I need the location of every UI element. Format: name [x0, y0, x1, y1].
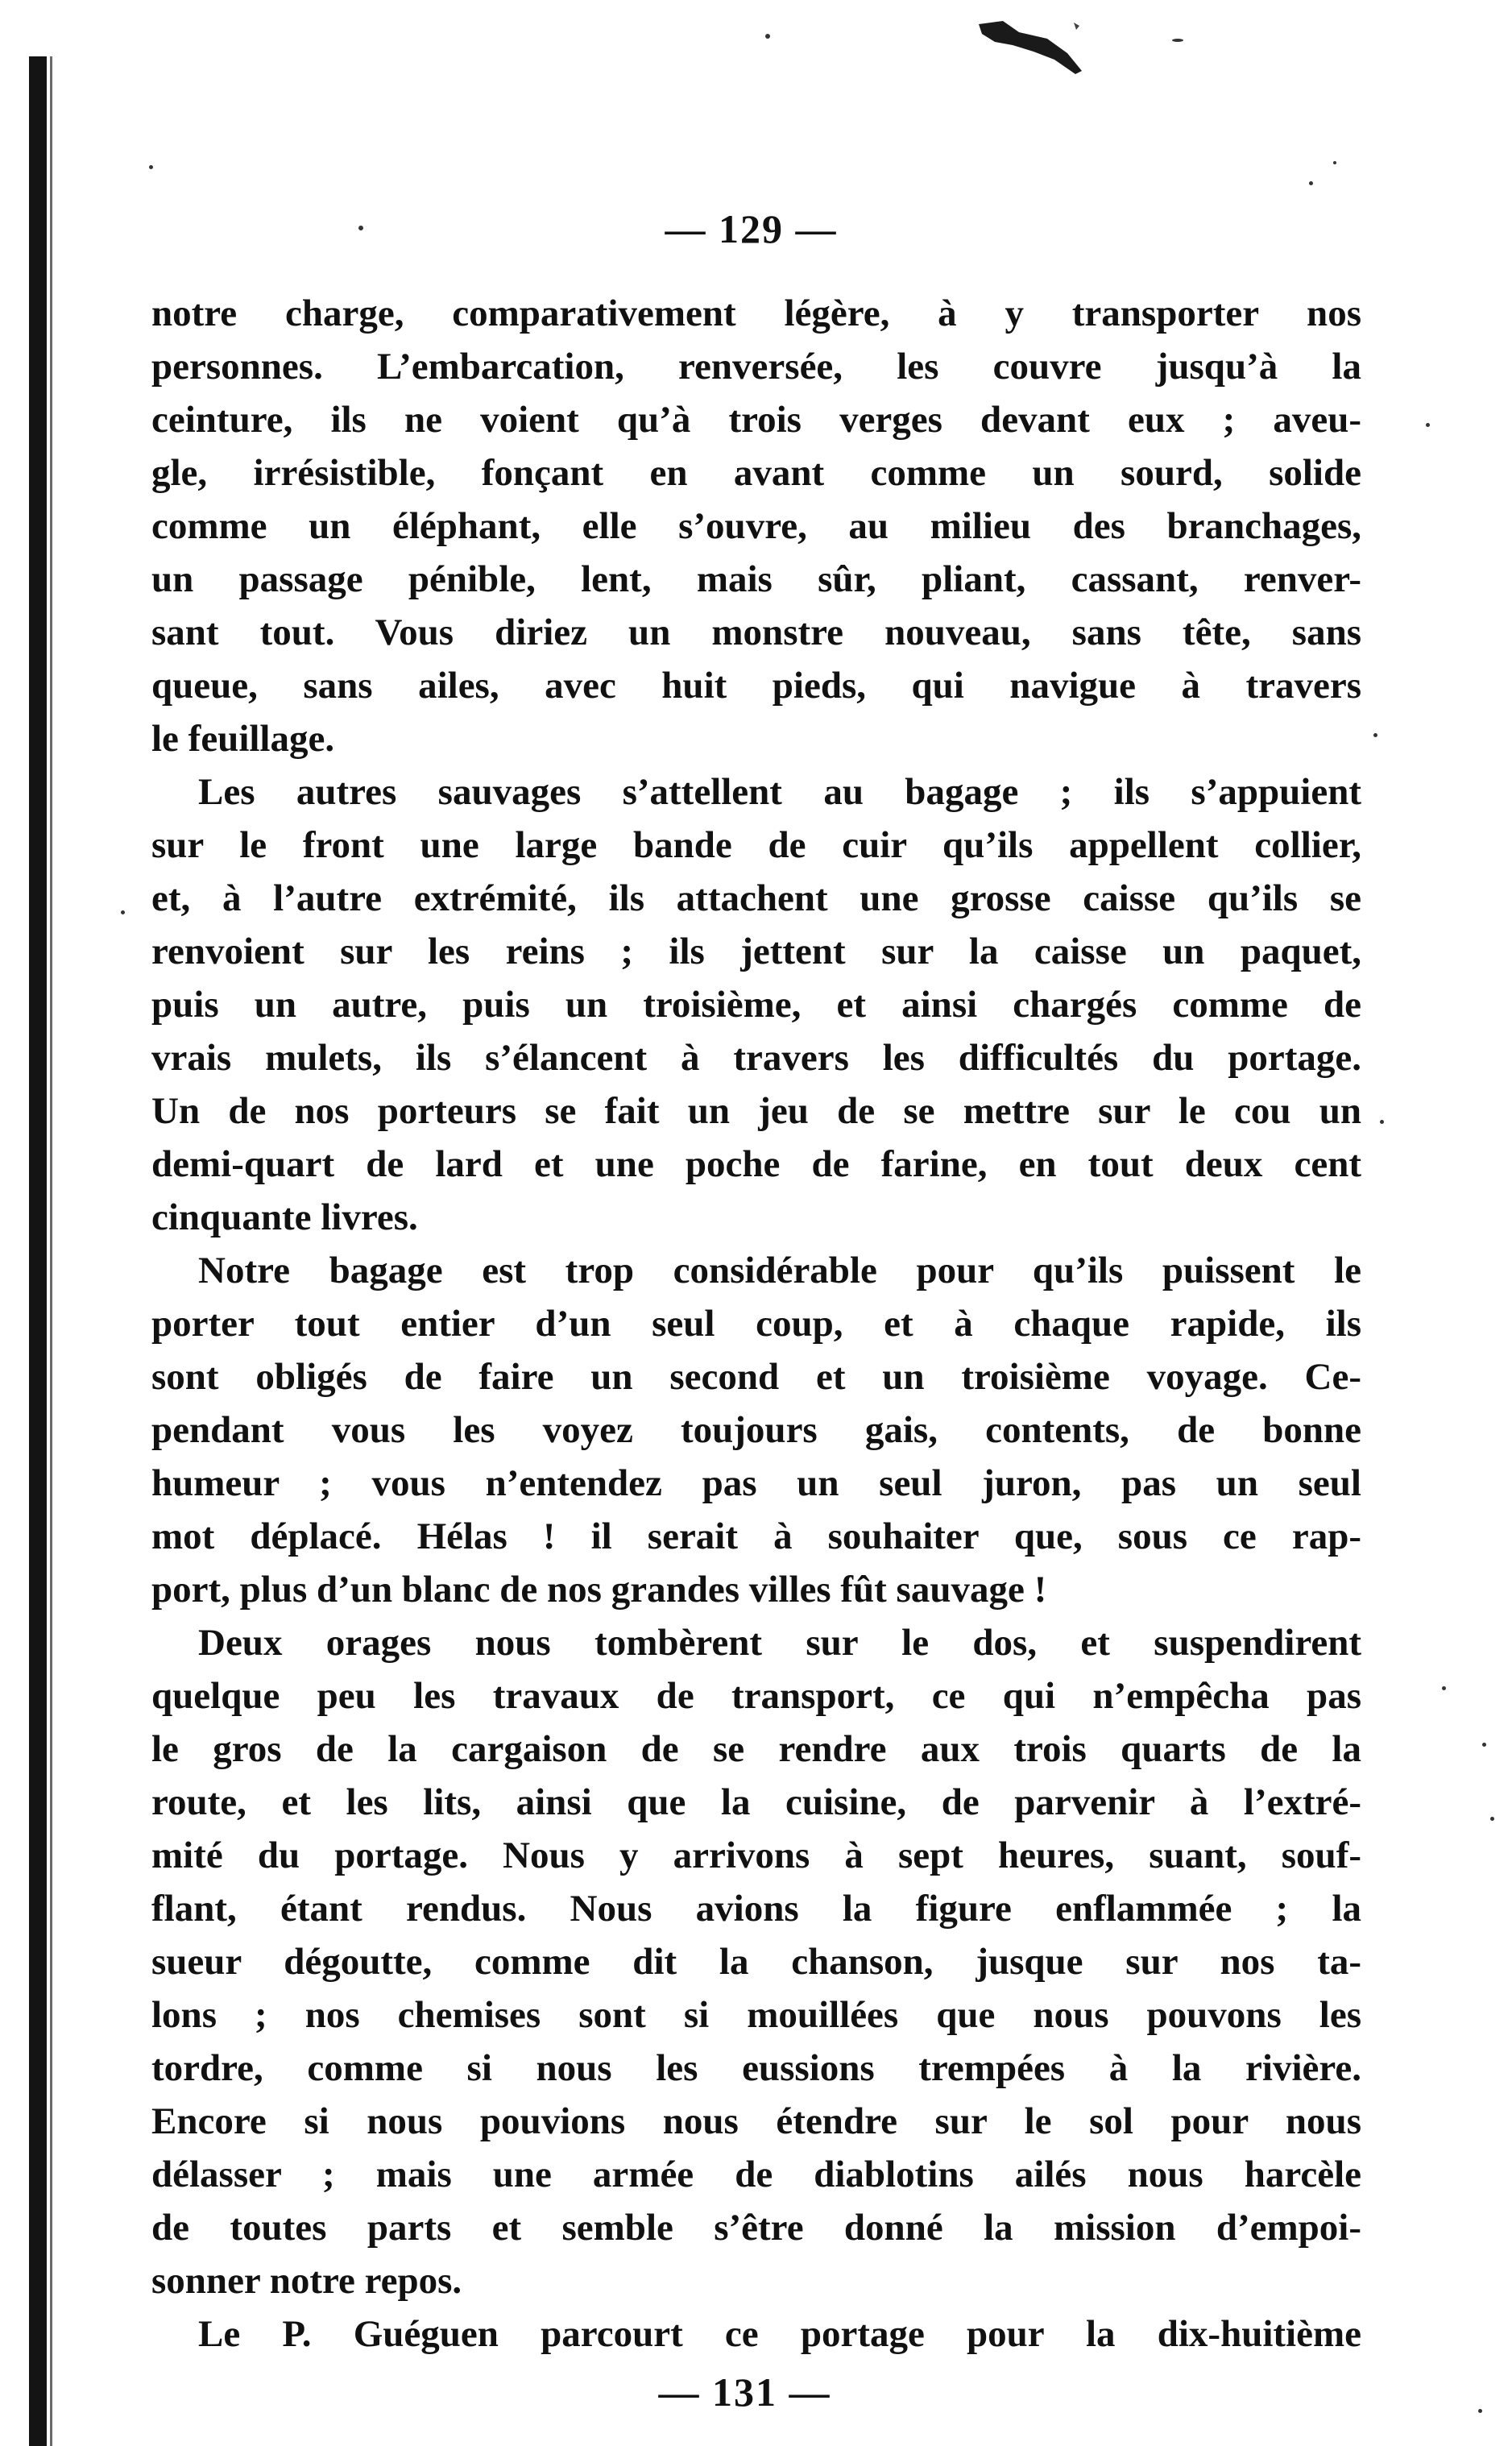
text-line: sant tout. Vous diriez un monstre nouveau, sans tête, sans	[151, 612, 1361, 653]
specks	[1490, 1817, 1494, 1821]
specks	[149, 165, 153, 169]
book-spine-shadow	[29, 56, 47, 2446]
text-line: humeur ; vous n’entendez pas un seul juron, pas un seul	[151, 1462, 1361, 1504]
text-line: flant, étant rendus. Nous avions la figure enflammée ; la	[151, 1888, 1361, 1930]
text-line: gle, irrésistible, fonçant en avant comme un sourd, solide	[151, 452, 1361, 494]
text-line: ceinture, ils ne voient qu’à trois verges devant eux ; aveu-	[151, 399, 1361, 441]
specks	[121, 910, 125, 914]
text-line: un passage pénible, lent, mais sûr, pliant, cassant, renver-	[151, 558, 1361, 600]
text-line: sur le front une large bande de cuir qu’ils appellent collier,	[151, 824, 1361, 866]
specks	[1442, 1686, 1446, 1690]
text-line: sont obligés de faire un second et un troisième voyage. Ce-	[151, 1356, 1361, 1398]
specks	[1373, 733, 1377, 737]
text-line: pendant vous les voyez toujours gais, contents, de bonne	[151, 1409, 1361, 1451]
text-line: puis un autre, puis un troisième, et ainsi chargés comme de	[151, 984, 1361, 1026]
specks	[1482, 1743, 1486, 1747]
text-line: le feuillage.	[151, 718, 335, 760]
page-number-footer: — 131 —	[658, 2369, 831, 2415]
text-line: comme un éléphant, elle s’ouvre, au milieu des branchages,	[151, 505, 1361, 547]
specks	[1426, 423, 1430, 427]
text-line: port, plus d’un blanc de nos grandes villes fût sauvage !	[151, 1569, 1047, 1611]
text-line: personnes. L’embarcation, renversée, les couvre jusqu’à la	[151, 346, 1361, 388]
text-line: quelque peu les travaux de transport, ce qui n’empêcha pas	[151, 1675, 1361, 1717]
text-line: renvoient sur les reins ; ils jettent sur la caisse un paquet,	[151, 931, 1361, 972]
text-line: demi-quart de lard et une poche de farine, en tout deux cent	[151, 1143, 1361, 1185]
text-line: mot déplacé. Hélas ! il serait à souhaiter que, sous ce rap-	[151, 1515, 1361, 1557]
ink-blot-mark	[971, 15, 1092, 95]
text-line: délasser ; mais une armée de diablotins ailés nous harcèle	[151, 2154, 1361, 2195]
text-line: sonner notre repos.	[151, 2260, 462, 2302]
specks	[765, 34, 770, 39]
text-line: queue, sans ailes, avec huit pieds, qui navigue à travers	[151, 665, 1361, 707]
text-line: le gros de la cargaison de se rendre aux trois quarts de la	[151, 1728, 1361, 1770]
text-line: porter tout entier d’un seul coup, et à chaque rapide, ils	[151, 1303, 1361, 1345]
specks	[1333, 161, 1336, 164]
text-line: de toutes parts et semble s’être donné la mission d’empoi-	[151, 2207, 1361, 2249]
page-number-header: — 129 —	[665, 206, 838, 251]
text-line: sueur dégoutte, comme dit la chanson, jusque sur nos ta-	[151, 1941, 1361, 1983]
text-line: Deux orages nous tombèrent sur le dos, et suspendirent	[198, 1622, 1361, 1664]
specks	[1172, 39, 1183, 42]
text-line: et, à l’autre extrémité, ils attachent une grosse caisse qu’ils se	[151, 877, 1361, 919]
text-line: Notre bagage est trop considérable pour qu’ils puissent le	[198, 1250, 1361, 1291]
text-line: Encore si nous pouvions nous étendre sur le sol pour nous	[151, 2100, 1361, 2142]
specks	[1309, 181, 1313, 185]
book-spine-edge	[50, 56, 52, 2446]
text-line: tordre, comme si nous les eussions trempées à la rivière.	[151, 2047, 1361, 2089]
text-line: cinquante livres.	[151, 1196, 418, 1238]
text-line: Un de nos porteurs se fait un jeu de se mettre sur le cou un	[151, 1090, 1361, 1132]
specks	[1380, 1120, 1384, 1124]
text-line: notre charge, comparativement légère, à y transporter nos	[151, 292, 1361, 334]
text-line: Les autres sauvages s’attellent au bagage ; ils s’appuient	[198, 771, 1361, 813]
text-line: Le P. Guéguen parcourt ce portage pour la dix-huitième	[198, 2313, 1361, 2355]
body-text	[151, 287, 1361, 2361]
text-line: lons ; nos chemises sont si mouillées que nous pouvons les	[151, 1994, 1361, 2036]
text-line: vrais mulets, ils s’élancent à travers les difficultés du portage.	[151, 1037, 1361, 1079]
text-line: mité du portage. Nous y arrivons à sept heures, suant, souf-	[151, 1834, 1361, 1876]
text-line: route, et les lits, ainsi que la cuisine, de parvenir à l’extré-	[151, 1781, 1361, 1823]
